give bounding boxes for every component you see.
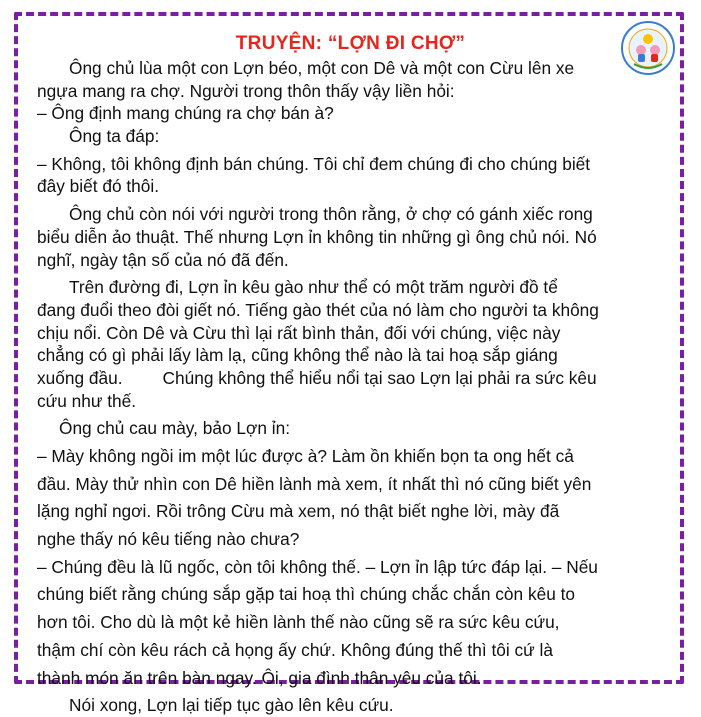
- story-line: Ông chủ cau mày, bảo Lợn ỉn:: [59, 418, 291, 439]
- story-line: hơn tôi. Cho dù là một kẻ hiền lành thế nào cũng sẽ ra sức kêu cứu,: [37, 612, 560, 633]
- story-line: lặng nghỉ ngơi. Rồi trông Cừu mà xem, nó thật biết nghe lời, mày đã: [37, 501, 560, 522]
- story-line: – Ông định mang chúng ra chợ bán à?: [37, 103, 334, 124]
- story-line: nghe thấy nó kêu tiếng nào chưa?: [37, 529, 300, 550]
- story-line: [37, 367, 667, 390]
- story-line: thậm chí còn kêu rách cả họng ấy chứ. Không đúng thế thì tôi cứ là: [37, 639, 553, 660]
- story-line: Ông chủ còn nói với người trong thôn rằng, ở chợ có gánh xiếc rong: [69, 204, 593, 225]
- story-line: cứu như thế.: [37, 390, 137, 411]
- story-line-part: xuống đầu.: [37, 367, 123, 388]
- story-line: Ông chủ lùa một con Lợn béo, một con Dê và một con Cừu lên xe: [69, 58, 575, 78]
- story-line: đầu. Mày thử nhìn con Dê hiền lành mà xem, ít nhất thì nó cũng biết yên: [37, 473, 592, 494]
- story-line: thành món ăn trên bàn ngay. Ôi, gia đình thân yêu của tôi.: [37, 667, 482, 688]
- story-line: đang đuổi theo đòi giết nó. Tiếng gào thét của nó làm cho người ta không: [37, 299, 599, 320]
- story-line: đây biết đó thôi.: [37, 176, 160, 197]
- story-line: nghĩ, ngày tận số của nó đã đến.: [37, 249, 289, 270]
- story-line-part: Chúng không thể hiểu nổi tại sao Lợn lại phải ra sức kêu: [162, 367, 597, 388]
- story-body: [37, 57, 667, 717]
- story-line: chẳng có gì phải lấy làm lạ, cũng không thể nào là tai hoạ sắp giáng: [37, 345, 558, 366]
- story-line: – Chúng đều là lũ ngốc, còn tôi không thế. – Lợn ỉn lập tức đáp lại. – Nếu: [37, 556, 598, 577]
- story-line: Ông ta đáp:: [69, 126, 160, 147]
- story-line: – Không, tôi không định bán chúng. Tôi chỉ đem chúng đi cho chúng biết: [37, 153, 591, 174]
- story-line: Nói xong, Lợn lại tiếp tục gào lên kêu cứu.: [69, 695, 394, 716]
- story-line: – Mày không ngồi im một lúc được à? Làm ồn khiến bọn ta ong hết cả: [37, 446, 574, 466]
- story-line: chúng biết rằng chúng sắp gặp tai hoạ thì chúng chắc chắn còn kêu to: [37, 584, 576, 605]
- story-title: TRUYỆN: “LỢN ĐI CHỢ”: [235, 33, 466, 54]
- story-line: Trên đường đi, Lợn ỉn kêu gào như thể có một trăm người đồ tể: [69, 277, 558, 298]
- story-line: ngựa mang ra chợ. Người trong thôn thấy vậy liền hỏi:: [37, 80, 455, 101]
- story-line: biểu diễn ảo thuật. Thế nhưng Lợn ỉn không tin những gì ông chủ nói. Nó: [37, 226, 597, 247]
- story-line: chịu nổi. Còn Dê và Cừu thì lại rất bình thản, đối với chúng, việc này: [37, 322, 561, 343]
